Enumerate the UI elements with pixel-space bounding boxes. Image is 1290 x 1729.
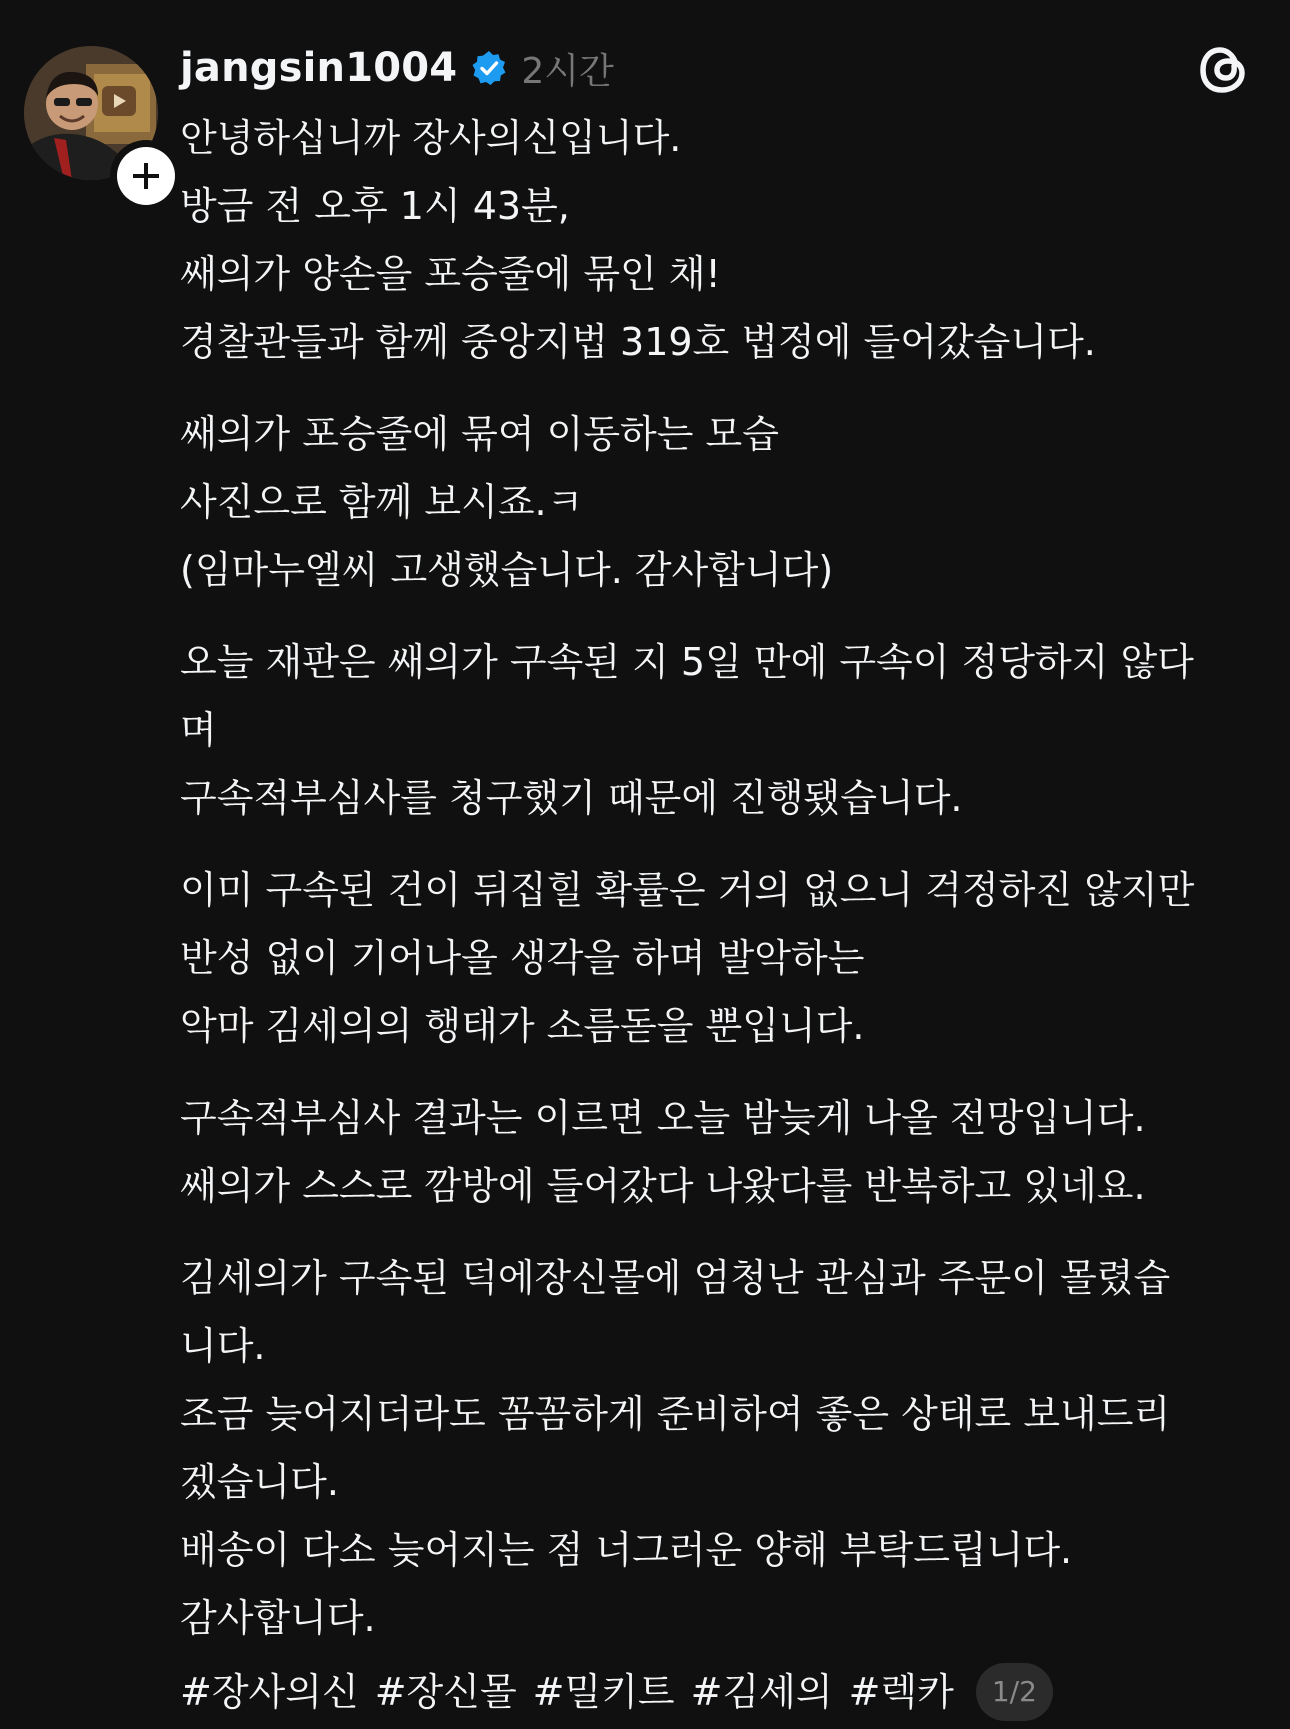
profile-avatar-wrap[interactable] xyxy=(24,46,158,180)
hashtag-link[interactable]: #밀키트 xyxy=(532,1670,675,1714)
post-text-line: 반성 없이 기어나올 생각을 하며 발악하는 xyxy=(180,936,865,980)
post-text-line: (임마누엘씨 고생했습니다. 감사합니다) xyxy=(180,548,834,592)
post-text-line: 안녕하십니까 장사의신입니다. xyxy=(180,116,682,160)
post-text-line: 며 xyxy=(180,708,217,752)
post-text-line: 쌔의가 양손을 포승줄에 묶인 채! xyxy=(180,252,721,296)
hashtag-row xyxy=(180,1658,1260,1726)
hashtag-link[interactable]: #김세의 xyxy=(690,1670,833,1714)
paragraph-gap xyxy=(180,1060,1260,1084)
paragraph-gap xyxy=(180,376,1260,400)
paragraph-4 xyxy=(180,856,1260,1060)
post-text-line: 니다. xyxy=(180,1324,266,1368)
hashtag-link[interactable]: #장사의신 xyxy=(180,1670,359,1714)
post-text-line: 배송이 다소 늦어지는 점 너그러운 양해 부탁드립니다. xyxy=(180,1528,1073,1572)
post-text-line: 이미 구속된 건이 뒤집힐 확률은 거의 없으니 걱정하진 않지만 xyxy=(180,868,1195,912)
post-text-line: 조금 늦어지더라도 꼼꼼하게 준비하여 좋은 상태로 보내드리 xyxy=(180,1392,1171,1436)
paragraph-2 xyxy=(180,400,1260,604)
post-header xyxy=(180,40,614,96)
paragraph-5 xyxy=(180,1084,1260,1220)
paragraph-1 xyxy=(180,104,1260,376)
post-text-line: 악마 김세의의 행태가 소름돋을 뿐입니다. xyxy=(180,1004,865,1048)
post-time: 2시간 xyxy=(521,50,614,92)
post-text-line: 경찰관들과 함께 중앙지법 319호 법정에 들어갔습니다. xyxy=(180,320,1096,364)
hashtag-link[interactable]: #장신몰 xyxy=(374,1670,517,1714)
post-text-line: 쌔의가 스스로 깜방에 들어갔다 나왔다를 반복하고 있네요. xyxy=(180,1164,1146,1208)
post-text-line: 겠습니다. xyxy=(180,1460,339,1504)
paragraph-gap xyxy=(180,832,1260,856)
post-text-line: 감사합니다. xyxy=(180,1596,376,1640)
hashtag-link[interactable]: #렉카 xyxy=(848,1670,954,1714)
paragraph-gap xyxy=(180,1220,1260,1244)
paragraph-6 xyxy=(180,1244,1260,1652)
post-text-line: 방금 전 오후 1시 43분, xyxy=(180,184,570,228)
plus-icon xyxy=(130,160,162,192)
threads-logo-icon[interactable] xyxy=(1196,42,1252,98)
post-body xyxy=(180,104,1260,1726)
post-text-line: 사진으로 함께 보시죠.ㅋ xyxy=(180,480,584,524)
post-text-line: 쌔의가 포승줄에 묶여 이동하는 모습 xyxy=(180,412,779,456)
verified-badge-icon xyxy=(471,50,507,86)
post-text-line: 오늘 재판은 쌔의가 구속된 지 5일 만에 구속이 정당하지 않다 xyxy=(180,640,1194,684)
paragraph-gap xyxy=(180,604,1260,628)
post-text-line: 구속적부심사 결과는 이르면 오늘 밤늦게 나올 전망입니다. xyxy=(180,1096,1146,1140)
username-link[interactable]: jangsin1004 xyxy=(180,45,458,91)
paragraph-3 xyxy=(180,628,1260,832)
follow-button[interactable] xyxy=(110,140,182,212)
post-text-line: 김세의가 구속된 덕에장신몰에 엄청난 관심과 주문이 몰렸습 xyxy=(180,1256,1171,1300)
post-text-line: 구속적부심사를 청구했기 때문에 진행됐습니다. xyxy=(180,776,963,820)
page-indicator: 1/2 xyxy=(976,1663,1053,1721)
